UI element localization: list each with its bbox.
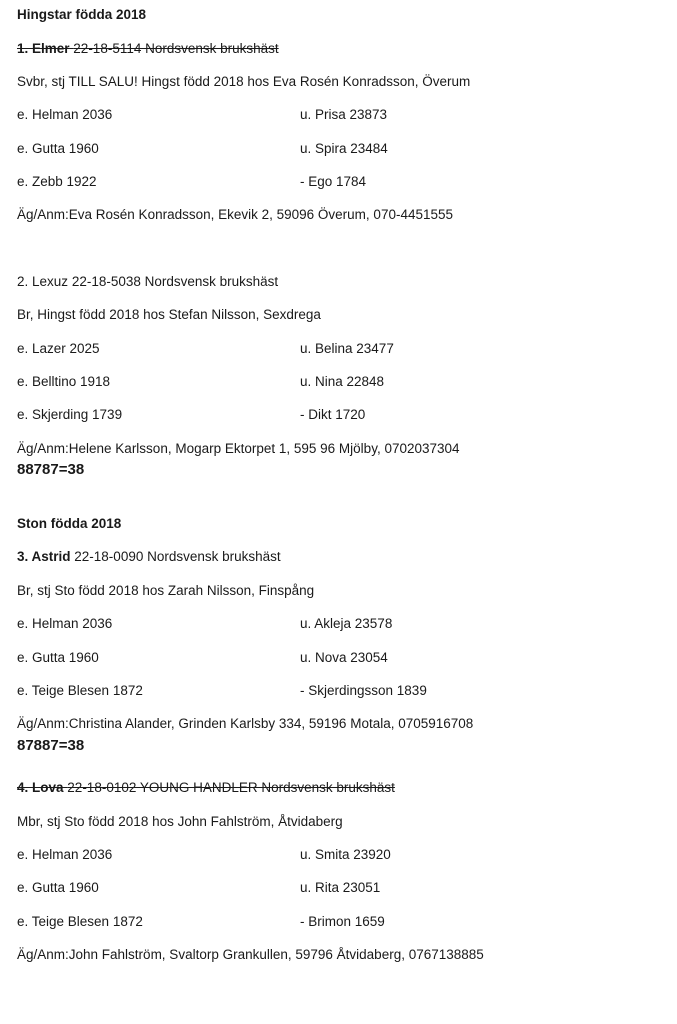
entry-owner: Äg/Anm:John Fahlström, Svaltorp Grankullen, 59796 Åtvidaberg, 0767138885	[17, 947, 484, 962]
pedigree-dam: u. Nina 22848	[300, 374, 385, 389]
pedigree-sire: e. Helman 2036	[17, 847, 113, 862]
entry-number-name: 2. Lexuz	[17, 274, 69, 289]
entry-description: Br, Hingst född 2018 hos Stefan Nilsson, Sexdrega	[17, 307, 321, 322]
entry-heading	[17, 40, 279, 58]
entry-number-name: 3. Astrid	[17, 549, 71, 564]
pedigree-dam: u. Smita 23920	[300, 847, 391, 862]
entry-registration: 22-18-0090 Nordsvensk brukshäst	[74, 549, 281, 564]
pedigree-sire: e. Gutta 1960	[17, 650, 99, 665]
entry-registration: 22-18-0102 YOUNG HANDLER Nordsvensk brukshäst	[67, 780, 395, 795]
pedigree-dam: - Dikt 1720	[300, 407, 366, 422]
pedigree-dam: u. Belina 23477	[300, 341, 394, 356]
entry-heading	[17, 548, 281, 566]
entry-description: Mbr, stj Sto född 2018 hos John Fahlström, Åtvidaberg	[17, 814, 343, 829]
pedigree-dam: u. Akleja 23578	[300, 616, 393, 631]
pedigree-sire: e. Zebb 1922	[17, 174, 97, 189]
entry-number-name: 4. Lova	[17, 780, 64, 795]
entry-registration: 22-18-5114 Nordsvensk brukshäst	[73, 41, 279, 56]
pedigree-sire: e. Teige Blesen 1872	[17, 683, 143, 698]
entry-owner: Äg/Anm:Eva Rosén Konradsson, Ekevik 2, 59096 Överum, 070-4451555	[17, 207, 454, 222]
entry-number-name: 1. Elmer	[17, 41, 70, 56]
pedigree-dam: u. Rita 23051	[300, 880, 381, 895]
entry-description: Svbr, stj TILL SALU! Hingst född 2018 hos Eva Rosén Konradsson, Överum	[17, 74, 471, 89]
entry-description: Br, stj Sto född 2018 hos Zarah Nilsson, Finspång	[17, 583, 315, 598]
pedigree-sire: e. Teige Blesen 1872	[17, 914, 143, 929]
entry-owner: Äg/Anm:Christina Alander, Grinden Karlsby 334, 59196 Motala, 0705916708	[17, 716, 474, 731]
pedigree-sire: e. Gutta 1960	[17, 880, 99, 895]
section-title-mares: Ston födda 2018	[17, 516, 122, 531]
pedigree-dam: - Ego 1784	[300, 174, 367, 189]
entry-score: 87887=38	[17, 737, 85, 754]
entry-heading	[17, 273, 278, 291]
pedigree-dam: - Skjerdingsson 1839	[300, 683, 427, 698]
pedigree-dam: u. Nova 23054	[300, 650, 388, 665]
pedigree-sire: e. Helman 2036	[17, 616, 113, 631]
pedigree-sire: e. Helman 2036	[17, 107, 113, 122]
pedigree-dam: - Brimon 1659	[300, 914, 385, 929]
pedigree-dam: u. Prisa 23873	[300, 107, 388, 122]
section-title-stallions: Hingstar födda 2018	[17, 7, 147, 22]
pedigree-sire: e. Belltino 1918	[17, 374, 111, 389]
pedigree-dam: u. Spira 23484	[300, 141, 388, 156]
pedigree-sire: e. Lazer 2025	[17, 341, 100, 356]
pedigree-sire: e. Gutta 1960	[17, 141, 99, 156]
entry-score: 88787=38	[17, 461, 85, 478]
entry-heading	[17, 779, 395, 797]
entry-registration: 22-18-5038 Nordsvensk brukshäst	[71, 274, 279, 289]
entry-owner: Äg/Anm:Helene Karlsson, Mogarp Ektorpet 1, 595 96 Mjölby, 0702037304	[17, 441, 460, 456]
pedigree-sire: e. Skjerding 1739	[17, 407, 123, 422]
